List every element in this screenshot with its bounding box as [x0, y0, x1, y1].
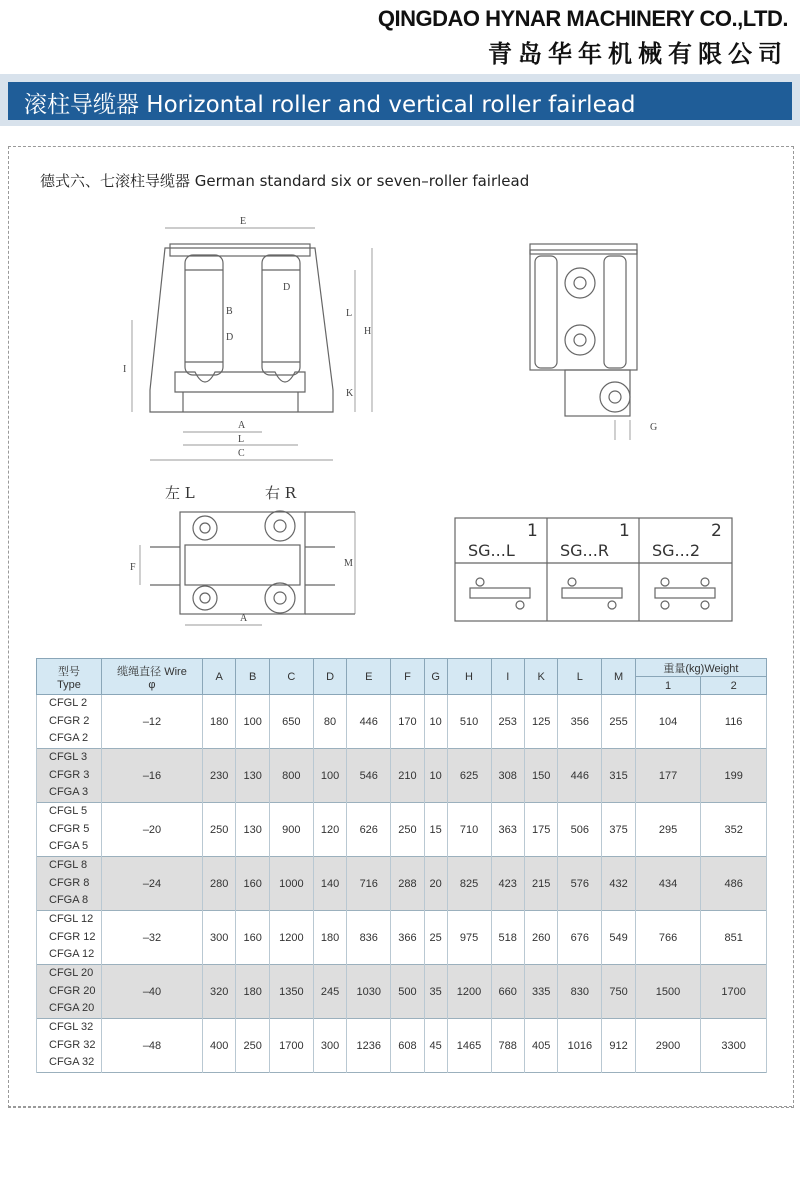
- table-row: [37, 695, 767, 749]
- right-label: 右 R: [265, 484, 297, 502]
- dim-label: B: [226, 306, 233, 317]
- value-cell: 10: [424, 749, 447, 803]
- dim-label: K: [346, 388, 354, 399]
- col-header: F: [391, 659, 424, 695]
- banner-title: 滚柱导缆器 Horizontal roller and vertical roller fairlead: [24, 92, 636, 118]
- value-cell: 1465: [447, 1019, 491, 1073]
- weight-2-header: 2: [701, 677, 767, 695]
- value-cell: 25: [424, 911, 447, 965]
- value-cell: 15: [424, 803, 447, 857]
- wire-cell: –24: [102, 857, 203, 911]
- col-header: D: [313, 659, 346, 695]
- value-cell: 295: [635, 803, 701, 857]
- value-cell: 912: [602, 1019, 635, 1073]
- table-row: [37, 803, 767, 857]
- value-cell: 1200: [269, 911, 313, 965]
- legend-num: 1: [619, 521, 630, 541]
- value-cell: 308: [491, 749, 524, 803]
- value-cell: 250: [236, 1019, 269, 1073]
- value-cell: 315: [602, 749, 635, 803]
- value-cell: 1700: [269, 1019, 313, 1073]
- dim-label: C: [238, 448, 245, 459]
- value-cell: 486: [701, 857, 767, 911]
- table-row: [37, 965, 767, 1019]
- table-row: [37, 911, 767, 965]
- col-header: M: [602, 659, 635, 695]
- col-header: A: [203, 659, 236, 695]
- value-cell: 100: [313, 749, 346, 803]
- value-cell: 335: [524, 965, 557, 1019]
- value-cell: 676: [558, 911, 602, 965]
- value-cell: 20: [424, 857, 447, 911]
- value-cell: 549: [602, 911, 635, 965]
- value-cell: 125: [524, 695, 557, 749]
- dim-label: A: [238, 420, 246, 431]
- value-cell: 260: [524, 911, 557, 965]
- value-cell: 500: [391, 965, 424, 1019]
- dim-label: L: [346, 308, 353, 319]
- value-cell: 750: [602, 965, 635, 1019]
- value-cell: 250: [203, 803, 236, 857]
- dim-label: G: [650, 422, 658, 433]
- value-cell: 800: [269, 749, 313, 803]
- value-cell: 900: [269, 803, 313, 857]
- value-cell: 356: [558, 695, 602, 749]
- value-cell: 434: [635, 857, 701, 911]
- value-cell: 432: [602, 857, 635, 911]
- value-cell: 180: [236, 965, 269, 1019]
- value-cell: 104: [635, 695, 701, 749]
- value-cell: 766: [635, 911, 701, 965]
- value-cell: 446: [558, 749, 602, 803]
- value-cell: 180: [313, 911, 346, 965]
- value-cell: 116: [701, 695, 767, 749]
- value-cell: 1200: [447, 965, 491, 1019]
- value-cell: 253: [491, 695, 524, 749]
- value-cell: 100: [236, 695, 269, 749]
- value-cell: 3300: [701, 1019, 767, 1073]
- type-cell: CFGL 12 CFGR 12 CFGA 12: [37, 911, 102, 965]
- dim-label: D: [283, 282, 291, 293]
- value-cell: 10: [424, 695, 447, 749]
- dim-label: H: [364, 326, 372, 337]
- front-view: [150, 244, 333, 412]
- value-cell: 170: [391, 695, 424, 749]
- value-cell: 836: [347, 911, 391, 965]
- value-cell: 716: [347, 857, 391, 911]
- type-cell: CFGL 5 CFGR 5 CFGA 5: [37, 803, 102, 857]
- value-cell: 363: [491, 803, 524, 857]
- company-name-en: QINGDAO HYNAR MACHINERY CO.,LTD.: [377, 6, 788, 31]
- dim-label: F: [130, 562, 136, 573]
- type-cell: CFGL 8 CFGR 8 CFGA 8: [37, 857, 102, 911]
- value-cell: 320: [203, 965, 236, 1019]
- value-cell: 576: [558, 857, 602, 911]
- dim-label: L: [238, 434, 245, 445]
- value-cell: 518: [491, 911, 524, 965]
- value-cell: 608: [391, 1019, 424, 1073]
- value-cell: 1236: [347, 1019, 391, 1073]
- type-cell: CFGL 20 CFGR 20 CFGA 20: [37, 965, 102, 1019]
- col-header: C: [269, 659, 313, 695]
- col-header: K: [524, 659, 557, 695]
- value-cell: 215: [524, 857, 557, 911]
- value-cell: 506: [558, 803, 602, 857]
- value-cell: 710: [447, 803, 491, 857]
- company-name-cn: 青岛华年机械有限公司: [488, 40, 788, 68]
- wire-cell: –20: [102, 803, 203, 857]
- legend-code: SG...L: [468, 541, 515, 560]
- col-header: L: [558, 659, 602, 695]
- value-cell: 80: [313, 695, 346, 749]
- value-cell: 45: [424, 1019, 447, 1073]
- value-cell: 160: [236, 857, 269, 911]
- value-cell: 130: [236, 749, 269, 803]
- value-cell: 230: [203, 749, 236, 803]
- dim-label: I: [123, 364, 127, 375]
- value-cell: 140: [313, 857, 346, 911]
- value-cell: 788: [491, 1019, 524, 1073]
- value-cell: 255: [602, 695, 635, 749]
- dim-label: D: [226, 332, 234, 343]
- value-cell: 210: [391, 749, 424, 803]
- legend-code: SG...R: [560, 541, 609, 560]
- value-cell: 245: [313, 965, 346, 1019]
- value-cell: 366: [391, 911, 424, 965]
- value-cell: 250: [391, 803, 424, 857]
- col-header: E: [347, 659, 391, 695]
- value-cell: 352: [701, 803, 767, 857]
- weight-1-header: 1: [635, 677, 701, 695]
- type-cell: CFGL 32 CFGR 32 CFGA 32: [37, 1019, 102, 1073]
- value-cell: 1500: [635, 965, 701, 1019]
- value-cell: 400: [203, 1019, 236, 1073]
- side-view: [530, 244, 637, 416]
- value-cell: 510: [447, 695, 491, 749]
- value-cell: 446: [347, 695, 391, 749]
- value-cell: 199: [701, 749, 767, 803]
- value-cell: 650: [269, 695, 313, 749]
- value-cell: 423: [491, 857, 524, 911]
- wire-cell: –40: [102, 965, 203, 1019]
- col-header: G: [424, 659, 447, 695]
- col-header: I: [491, 659, 524, 695]
- value-cell: 546: [347, 749, 391, 803]
- wire-cell: –12: [102, 695, 203, 749]
- weight-header: 重量(kg)Weight: [635, 659, 766, 677]
- value-cell: 851: [701, 911, 767, 965]
- value-cell: 1016: [558, 1019, 602, 1073]
- value-cell: 1000: [269, 857, 313, 911]
- wire-cell: –16: [102, 749, 203, 803]
- type-header: 型号 Type: [37, 659, 102, 695]
- table-row: [37, 1019, 767, 1073]
- value-cell: 288: [391, 857, 424, 911]
- legend-boxes: [455, 518, 732, 621]
- value-cell: 160: [236, 911, 269, 965]
- col-header: H: [447, 659, 491, 695]
- value-cell: 150: [524, 749, 557, 803]
- value-cell: 1700: [701, 965, 767, 1019]
- wire-cell: –32: [102, 911, 203, 965]
- type-cell: CFGL 2 CFGR 2 CFGA 2: [37, 695, 102, 749]
- table-row: [37, 749, 767, 803]
- value-cell: 2900: [635, 1019, 701, 1073]
- spec-table: [36, 658, 767, 1073]
- legend-num: 2: [711, 521, 722, 541]
- value-cell: 825: [447, 857, 491, 911]
- value-cell: 177: [635, 749, 701, 803]
- value-cell: 120: [313, 803, 346, 857]
- value-cell: 626: [347, 803, 391, 857]
- value-cell: 180: [203, 695, 236, 749]
- table-row: [37, 857, 767, 911]
- section-subtitle: 德式六、七滚柱导缆器 German standard six or seven–roller fairlead: [40, 172, 530, 190]
- plan-view: [150, 511, 355, 614]
- value-cell: 830: [558, 965, 602, 1019]
- bottom-border: [8, 1106, 792, 1107]
- value-cell: 300: [203, 911, 236, 965]
- value-cell: 300: [313, 1019, 346, 1073]
- wire-header: 缆绳直径 Wire φ: [102, 659, 203, 695]
- value-cell: 405: [524, 1019, 557, 1073]
- legend-code: SG...2: [652, 541, 700, 560]
- value-cell: 975: [447, 911, 491, 965]
- dim-label: M: [344, 558, 353, 569]
- left-label: 左 L: [165, 484, 195, 502]
- value-cell: 280: [203, 857, 236, 911]
- value-cell: 660: [491, 965, 524, 1019]
- dim-label: E: [240, 216, 247, 227]
- value-cell: 175: [524, 803, 557, 857]
- value-cell: 35: [424, 965, 447, 1019]
- value-cell: 375: [602, 803, 635, 857]
- value-cell: 1030: [347, 965, 391, 1019]
- dimension-lines: [132, 228, 630, 625]
- header-row: [37, 659, 767, 677]
- value-cell: 130: [236, 803, 269, 857]
- value-cell: 625: [447, 749, 491, 803]
- dim-label: A: [240, 613, 248, 624]
- legend-num: 1: [527, 521, 538, 541]
- wire-cell: –48: [102, 1019, 203, 1073]
- col-header: B: [236, 659, 269, 695]
- value-cell: 1350: [269, 965, 313, 1019]
- type-cell: CFGL 3 CFGR 3 CFGA 3: [37, 749, 102, 803]
